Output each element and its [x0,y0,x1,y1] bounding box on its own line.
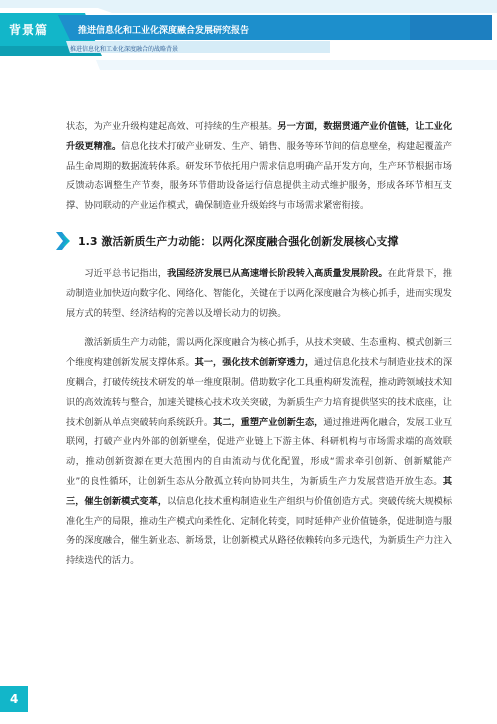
paragraph-3 [66,333,452,571]
section-title: 1.3 激活新质生产力动能：以两化深度融合强化创新发展核心支撑 [78,234,399,248]
bold-run: 其二，重塑产业创新生态， [213,416,324,428]
text-run: 信息化技术打破产业研发、生产、销售、服务等环节间的信息壁垒，构建起覆盖产品生命周期的数据流转体系。研发环节依托用户需求信息明确产品开发方向，生产环节根据市场反馈动态调整生产节奏，服务环节借助设备运行信息提供主动式维护服务，形成各环节相互支撑、协同联动的产业运作模式，确保制造业升级始终与市场需求紧密衔接。 [66,140,453,212]
text-run: 激活新质生产力动能，需以两化深度融合为核心抓手，从技术突破、生态重构、模式创新三个维度构建创新发展支撑体系。 [66,337,452,369]
chapter-subtitle: 推进信息化和工业化深度融合的战略背景 [70,46,179,53]
paragraph-2 [66,264,452,323]
bold-run: 其一，强化技术创新穿透力， [194,357,315,369]
text-run: 以信息化技术重构制造业生产组织与价值创造方式。突破传统大规模标准化生产的局限，推动生产模式向柔性化、定制化转变，同时延伸产业价值链条，促进制造与服务的深度融合，催生新业态、新场景，让创新模式从路径依赖转向多元迭代，为新质生产力注入持续迭代的活力。 [66,495,453,567]
section-heading [66,226,452,256]
paragraph-1 [66,117,452,216]
section-badge: 背景篇 [9,23,49,37]
text-run: 习近平总书记指出， [84,267,168,279]
page-number-tab [0,686,28,712]
text-run: 状态，为产业升级构建起高效、可持续的生产根基。 [66,121,278,132]
page-number: 4 [10,692,19,706]
chevron-right-icon [54,230,76,252]
text-run: 在此背景下，推动制造业加快迈向数字化、网络化、智能化，关键在于以两化深度融合为核心抓手，进而实现发展方式的转型、经济结构的完善以及增长动力的切换。 [66,267,453,319]
bold-run: 另一方面，数据贯通产业价值链，让工业化升级更精准。 [66,121,453,152]
text-run: 通过信息化技术与制造业技术的深度耦合，打破传统技术研发的单一维度限制。借助数字化工具重构研发流程，推动跨领域技术知识的高效流转与整合，加速关键核心技术攻关突破，为新质生产力培育提供坚实的技术底座，让技术创新从单点突破转向系统跃升。 [66,357,453,428]
text-run: 通过推进两化融合，发展工业互联网，打破产业内外部的创新壁垒，促进产业链上下游主体、科研机构与市场需求端的高效联动，推动创新资源在更大范围内的自由流动与优化配置，形成“需求牵引创新、创新赋能产业”的良性循环，让创新生态从分散孤立转向协同共生，为新质生产力发展营造开放生态。 [66,416,453,487]
main-content [66,117,452,571]
bold-run: 其三，催生创新模式变革， [66,475,452,507]
bold-run: 我国经济发展已从高速增长阶段转入高质量发展阶段。 [167,267,388,279]
report-title: 推进信息化和工业化深度融合发展研究报告 [78,26,250,36]
